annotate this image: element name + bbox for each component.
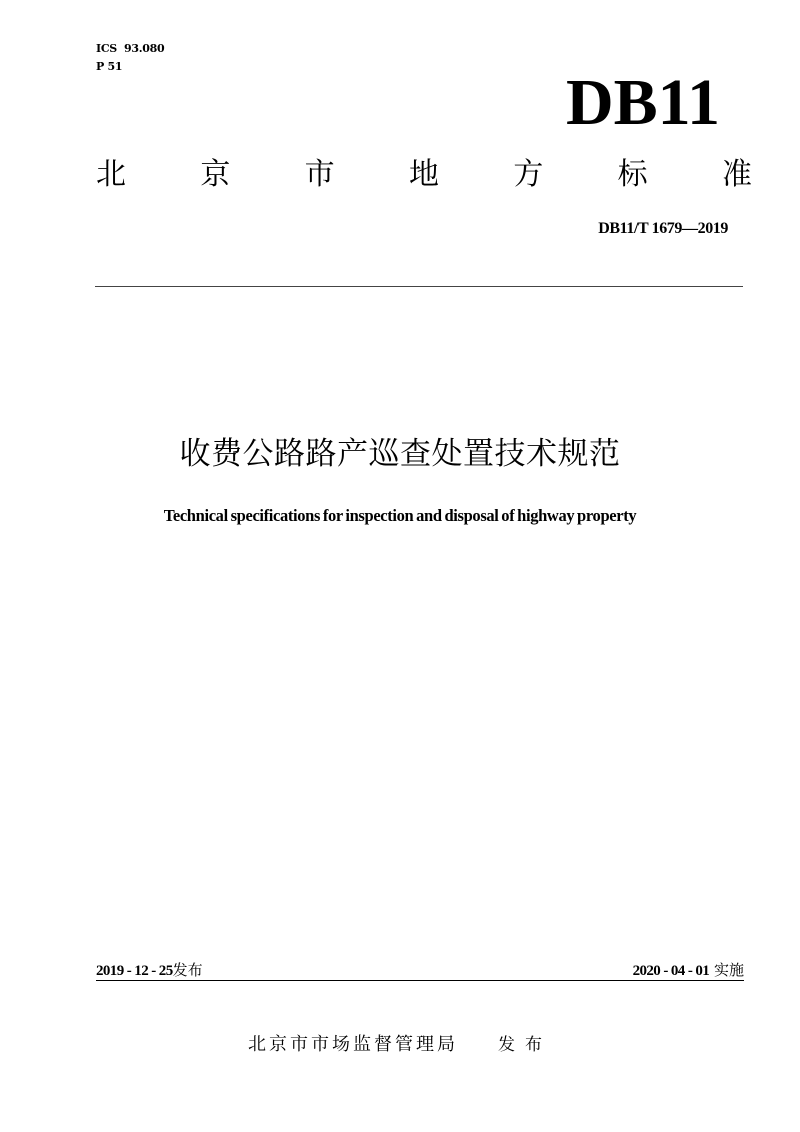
standard-type-char: 方 — [513, 157, 544, 192]
standard-type-char: 京 — [200, 157, 231, 192]
standard-type-char: 标 — [617, 157, 648, 192]
ics-code: ICS 93.080 — [96, 42, 165, 55]
publisher-action: 发布 — [498, 1035, 552, 1055]
implement-date-block — [633, 960, 744, 981]
issue-date: 2019 - 12 - 25 — [96, 963, 173, 979]
header-divider — [95, 286, 743, 287]
db-logo: DB11 — [565, 66, 720, 139]
publisher-line — [0, 1033, 800, 1057]
standard-type-char: 北 — [96, 157, 126, 192]
standard-number: DB11/T 1679—2019 — [598, 220, 728, 237]
issue-date-block — [96, 960, 203, 981]
standard-type-char: 市 — [304, 157, 335, 192]
date-row — [96, 960, 744, 981]
title-english: Technical specifications for inspection and disposal of highway property — [163, 506, 637, 525]
implement-date: 2020 - 04 - 01 — [632, 963, 710, 979]
ccs-code: P 51 — [96, 60, 123, 73]
standard-type-heading — [96, 155, 752, 195]
standard-type-char: 地 — [408, 157, 439, 192]
issue-label: 发布 — [172, 961, 203, 979]
implement-label: 实施 — [713, 961, 744, 979]
title-chinese: 收费公路路产巡查处置技术规范 — [179, 436, 621, 472]
publisher-name: 北京市市场监督管理局 — [248, 1034, 458, 1055]
standard-type-char: 准 — [721, 157, 752, 192]
